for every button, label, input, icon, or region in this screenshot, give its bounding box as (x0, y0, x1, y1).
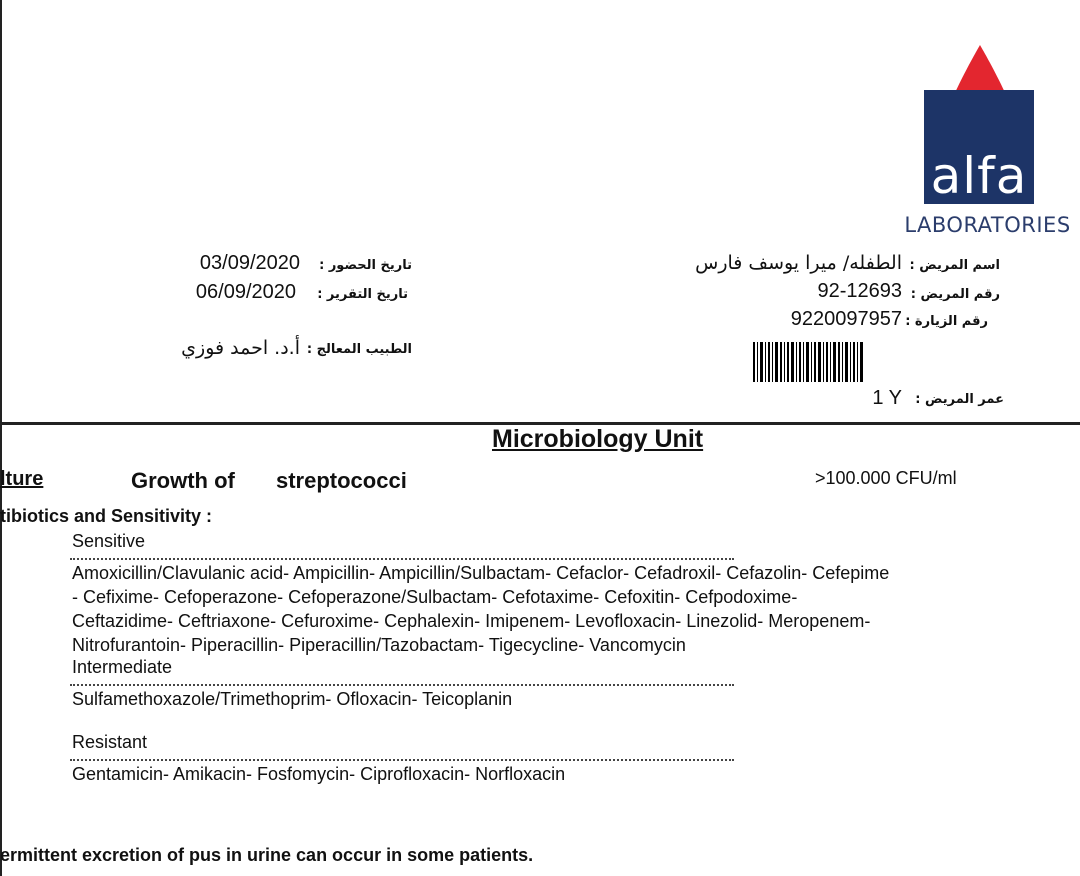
patient-id: 92-12693 (817, 280, 902, 302)
resistant-label: Resistant (72, 732, 148, 752)
sensitive-label: Sensitive (72, 531, 146, 551)
list-item: - Cefixime- Cefoperazone- Cefoperazone/Sulbactam- Cefotaxime- Cefoxitin- Cefpodoxime- (72, 587, 798, 607)
patient-name: الطفله/ ميرا يوسف فارس (695, 252, 902, 274)
logo-subtitle: LABORATORIES (904, 213, 1071, 237)
patient-id-label: رقم المريض : (910, 287, 1000, 302)
logo-brand: alfa (930, 147, 1028, 205)
patient-age-label: عمر المريض : (915, 392, 1004, 407)
organism-name: streptococci (276, 468, 407, 493)
list-item: Sulfamethoxazole/Trimethoprim- Ofloxacin- Teicoplanin (72, 689, 513, 709)
report-date-label: تاريخ التقرير : (317, 287, 408, 302)
resistant-divider (70, 759, 734, 761)
attendance-date: 03/09/2020 (199, 252, 300, 274)
visit-number-label: رقم الزيارة : (905, 314, 988, 329)
sensitive-divider (70, 558, 734, 560)
alfa-logo (900, 40, 1075, 240)
intermediate-divider (70, 684, 734, 686)
patient-name-label: اسم المريض : (909, 258, 1000, 273)
unit-title: Microbiology Unit (492, 425, 704, 453)
visit-number: 9220097957 (790, 308, 902, 330)
resistant-list (72, 762, 1032, 786)
colony-count: >100.000 CFU/ml (815, 468, 957, 488)
barcode-icon (753, 342, 865, 382)
intermediate-label: Intermediate (72, 657, 173, 677)
intermediate-list (72, 687, 1032, 711)
culture-label: lture (0, 468, 44, 490)
growth-of-label: Growth of (131, 468, 235, 493)
doctor-label: الطبيب المعالج : (306, 342, 412, 357)
report-note: ermittent excretion of pus in urine can occur in some patients. (0, 845, 534, 865)
list-item: Amoxicillin/Clavulanic acid- Ampicillin- Ampicillin/Sulbactam- Cefaclor- Cefadroxil- Cefazolin- Cefepime (72, 563, 890, 583)
sensitive-list (72, 561, 1032, 657)
antibiotics-label: tibiotics and Sensitivity : (0, 506, 213, 526)
report-date: 06/09/2020 (195, 281, 296, 303)
page-left-border (0, 0, 2, 876)
list-item: Ceftazidime- Ceftriaxone- Cefuroxime- Cephalexin- Imipenem- Levofloxacin- Linezolid- Meropenem- (72, 611, 871, 631)
attendance-date-label: تاريخ الحضور : (319, 258, 412, 273)
doctor-name: أ.د. احمد فوزي (181, 337, 300, 359)
list-item: Nitrofurantoin- Piperacillin- Piperacillin/Tazobactam- Tigecycline- Vancomycin (72, 635, 686, 655)
patient-age: 1 Y (872, 387, 902, 409)
list-item: Gentamicin- Amikacin- Fosfomycin- Ciprofloxacin- Norfloxacin (72, 764, 566, 784)
